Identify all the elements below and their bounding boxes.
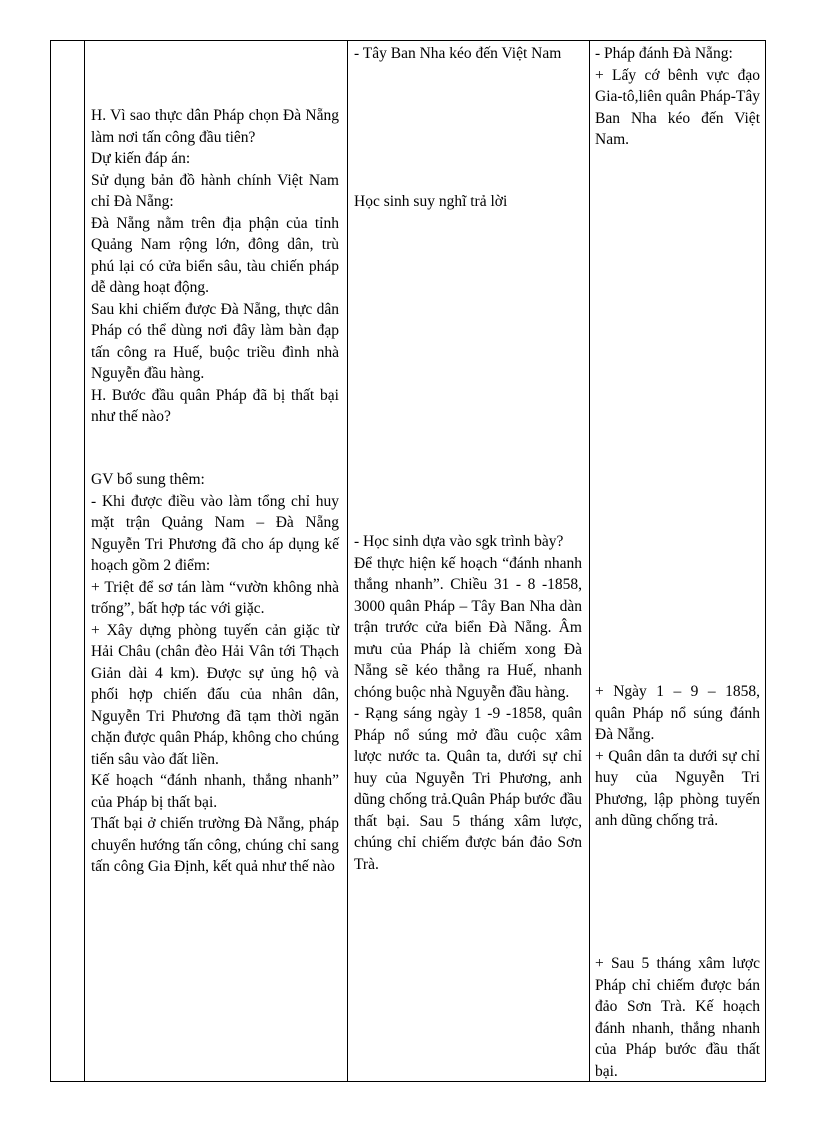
supplement-paragraph-2: + Triệt để sơ tán làm “vườn không nhà trống”, bất hợp tác với giặc. <box>91 578 339 617</box>
content-heading: - Pháp đánh Đà Nẵng: <box>595 45 733 62</box>
content-note-4: + Sau 5 tháng xâm lược Pháp chỉ chiếm được bán đảo Sơn Trà. Kế hoạch đánh nhanh, thắng nhanh của Pháp bước đầu thất bại. <box>595 955 760 1080</box>
column-divider-3 <box>589 41 590 1081</box>
student-note-4: Để thực hiện kế hoạch “đánh nhanh thắng nhanh”. Chiều 31 - 8 -1858, 3000 quân Pháp – Tây Ban Nha dàn trận trước cửa biển Đà Nẵng. Âm mưu của Pháp là chiếm xong Đà Nẵng sẽ kéo thẳng ra Huế, nhanh chóng buộc nhà Nguyễn đầu hàng. <box>354 554 582 701</box>
teacher-supplement-label: GV bổ sung thêm: <box>91 471 205 488</box>
map-instruction: Sử dụng bản đồ hành chính Việt Nam chỉ Đà Nẵng: <box>91 171 339 210</box>
question-2: H. Bước đầu quân Pháp đã bị thất bại như thế nào? <box>91 386 339 425</box>
supplement-paragraph-4: Kế hoạch “đánh nhanh, thắng nhanh” của Pháp bị thất bại. <box>91 772 339 811</box>
student-note-1: - Tây Ban Nha kéo đến Việt Nam <box>354 45 562 62</box>
content-note-2: + Ngày 1 – 9 – 1858, quân Pháp nổ súng đánh Đà Nẵng. <box>595 683 760 743</box>
question-1: H. Vì sao thực dân Pháp chọn Đà Nẵng làm nơi tấn công đầu tiên? <box>91 107 339 146</box>
student-note-3: - Học sinh dựa vào sgk trình bày? <box>354 533 564 550</box>
content-note-3: + Quân dân ta dưới sự chỉ huy của Nguyễn Tri Phương, lập phòng tuyến anh dũng chống trả. <box>595 747 760 829</box>
supplement-paragraph-3: + Xây dựng phòng tuyến cản giặc từ Hải Châu (chân đèo Hải Vân tới Thạch Giản dài 4 km). Được sự ủng hộ và phối hợp chiến đấu của nhân dân, Nguyễn Tri Phương đã tạm thời ngăn chặn được quân Pháp, không cho chúng tiến sâu vào đất liền. <box>91 621 339 768</box>
student-note-5: - Rạng sáng ngày 1 -9 -1858, quân Pháp nổ súng mở đầu cuộc xâm lược nước ta. Quân ta, dưới sự chỉ huy của Nguyễn Tri Phương, anh dũng chống trả.Quân Pháp bước đầu thất bại. Sau 5 tháng xâm lược, chúng chỉ chiếm được bán đảo Sơn Trà. <box>354 705 582 873</box>
student-note-2: Học sinh suy nghĩ trả lời <box>354 193 508 210</box>
answer-paragraph-1: Đà Nẵng nằm trên địa phận của tỉnh Quảng Nam rộng lớn, đông dân, trù phú lại có cửa biển sâu, tàu chiến pháp dễ dàng hoạt động. <box>91 214 339 296</box>
supplement-paragraph-1: - Khi được điều vào làm tổng chỉ huy mặt trận Quảng Nam – Đà Nẵng Nguyễn Tri Phương đã cho áp dụng kế hoạch gồm 2 điểm: <box>91 492 339 574</box>
expected-answer-label: Dự kiến đáp án: <box>91 150 191 167</box>
lesson-table <box>50 40 766 1082</box>
supplement-paragraph-5: Thất bại ở chiến trường Đà Nẵng, pháp chuyển hướng tấn công, chúng chỉ sang tấn công Gia Định, kết quả như thế nào <box>91 815 339 875</box>
answer-paragraph-2: Sau khi chiếm được Đà Nẵng, thực dân Pháp có thể dùng nơi đây làm bàn đạp tấn công ra Huế, buộc triều đình nhà Nguyễn đầu hàng. <box>91 300 339 382</box>
content-note-1: + Lấy cớ bênh vực đạo Gia-tô,liên quân Pháp-Tây Ban Nha kéo đến Việt Nam. <box>595 66 760 148</box>
column-divider-1 <box>84 41 85 1081</box>
column-divider-2 <box>347 41 348 1081</box>
